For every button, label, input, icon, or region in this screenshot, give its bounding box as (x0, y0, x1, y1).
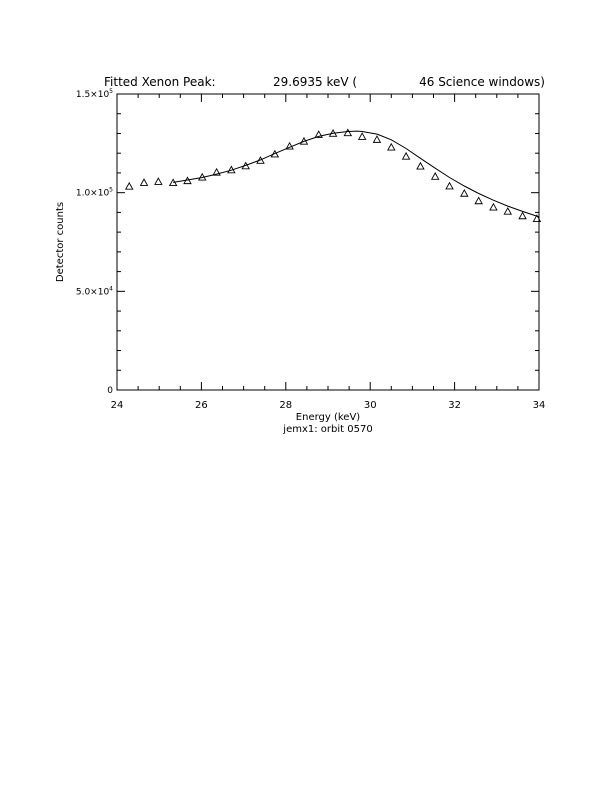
x-tick-label: 28 (279, 400, 293, 411)
x-tick-label: 24 (110, 400, 124, 411)
x-tick-label: 30 (363, 400, 377, 411)
y-axis-label: Detector counts (55, 201, 66, 283)
y-tick-label: $1.5\times 10^5$ (75, 88, 113, 100)
x-axis-label: Energy (keV) (295, 412, 361, 423)
y-tick-label: $1.0\times 10^5$ (75, 186, 113, 199)
chart-title-suffix: 46 Science windows) (419, 75, 545, 89)
chart-subtitle: jemx1: orbit 0570 (283, 424, 373, 435)
x-tick-label: 26 (195, 400, 208, 411)
x-tick-label: 32 (448, 400, 461, 411)
y-tick-label: $5.0\times 10^4$ (75, 285, 113, 298)
y-tick-label: 0 (107, 386, 113, 396)
chart-title-prefix: Fitted Xenon Peak: (104, 75, 216, 89)
chart-title-value: 29.6935 keV ( (273, 75, 358, 89)
x-tick-label: 34 (532, 400, 546, 411)
